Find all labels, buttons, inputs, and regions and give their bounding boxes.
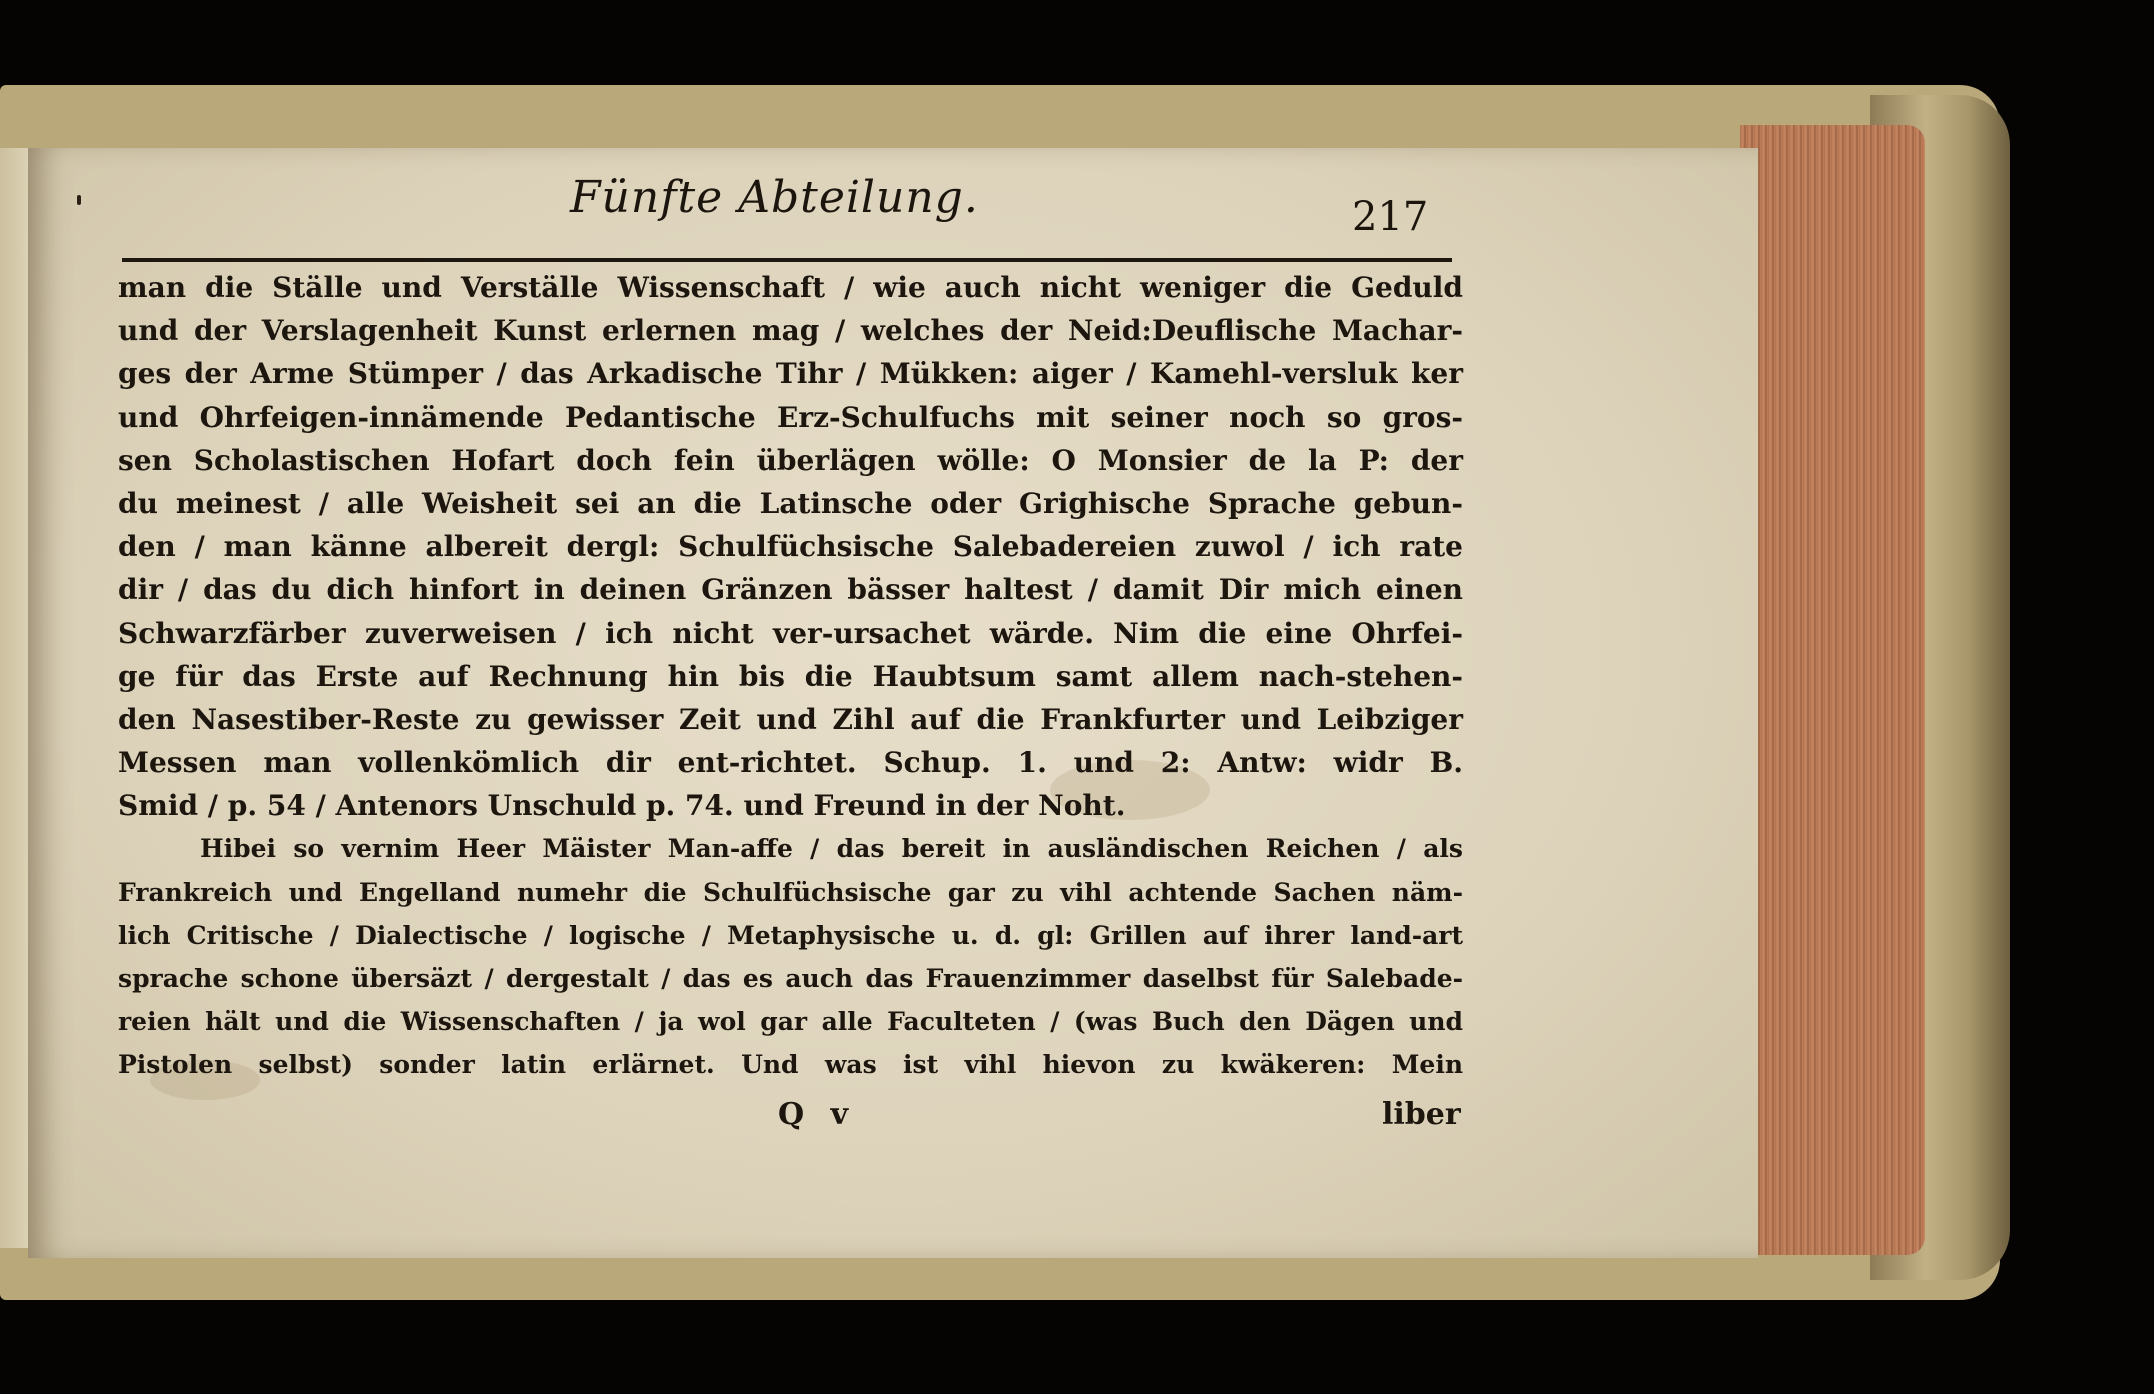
text-line: Hibei so vernim Heer Mäister Man-affe / das bereit in ausländischen Reichen / als <box>200 834 1463 864</box>
text-line: ge für das Erste auf Rechnung hin bis die Haubtsum samt allem nach-stehen- <box>118 659 1463 693</box>
text-line: Frankreich und Engelland numehr die Schulfüchsische gar zu vihl achtende Sachen näm- <box>118 877 1463 907</box>
text-line: Pistolen selbst) sonder latin erlärnet. Und was ist vihl hievon zu kwäkeren: Mein <box>118 1050 1463 1080</box>
page-edges <box>1740 125 1925 1255</box>
text-line: und Ohrfeigen-innämende Pedantische Erz-Schulfuchs mit seiner noch so gros- <box>118 400 1463 434</box>
text-line: dir / das du dich hinfort in deinen Gränzen bässer haltest / damit Dir mich einen <box>118 573 1463 607</box>
text-line: Schwarzfärber zuverweisen / ich nicht ver-ursachet wärde. Nim die eine Ohrfei- <box>118 616 1463 650</box>
text-line: man die Ställe und Verställe Wissenschaft / wie auch nicht weniger die Geduld <box>118 271 1463 304</box>
text-line: den Nasestiber-Reste zu gewisser Zeit und Zihl auf die Frankfurter und Leibziger <box>118 702 1463 736</box>
text-line: reien hält und die Wissenschaften / ja wol gar alle Faculteten / (was Buch den Dägen und <box>118 1007 1463 1037</box>
signature-mark: Q v <box>778 1097 857 1132</box>
page-number: 217 <box>1352 194 1429 240</box>
left-page-sliver <box>0 148 30 1248</box>
text-line: lich Critische / Dialectische / logische / Metaphysische u. d. gl: Grillen auf ihrer land-art <box>118 920 1463 950</box>
text-line: und der Verslagenheit Kunst erlernen mag / welches der Neid:Deuflische Machar- <box>118 314 1463 348</box>
text-line: sprache schone übersäzt / dergestalt / das es auch das Frauenzimmer daselbst für Salebade- <box>118 964 1463 993</box>
text-block <box>118 266 1463 1087</box>
header-rule <box>122 258 1452 262</box>
ink-mark <box>77 195 81 205</box>
text-line: den / man känne albereit dergl: Schulfüchsische Salebadereien zuwol / ich rate <box>118 530 1463 564</box>
text-line: Messen man vollenkömlich dir ent-richtet. Schup. 1. und 2: Antw: widr B. <box>118 746 1463 780</box>
text-line: sen Scholastischen Hofart doch fein überlägen wölle: O Monsier de la P: der <box>118 443 1463 477</box>
text-line: Smid / p. 54 / Antenors Unschuld p. 74. und Freund in der Noht. <box>118 789 1126 823</box>
text-line: ges der Arme Stümper / das Arkadische Tihr / Mükken: aiger / Kamehl-versluk ker <box>118 357 1463 391</box>
running-head: Fünfte Abteilung. <box>570 172 979 223</box>
catchword: liber <box>1382 1097 1461 1132</box>
text-line: du meinest / alle Weisheit sei an die Latinsche oder Grighische Sprache gebun- <box>118 486 1463 520</box>
